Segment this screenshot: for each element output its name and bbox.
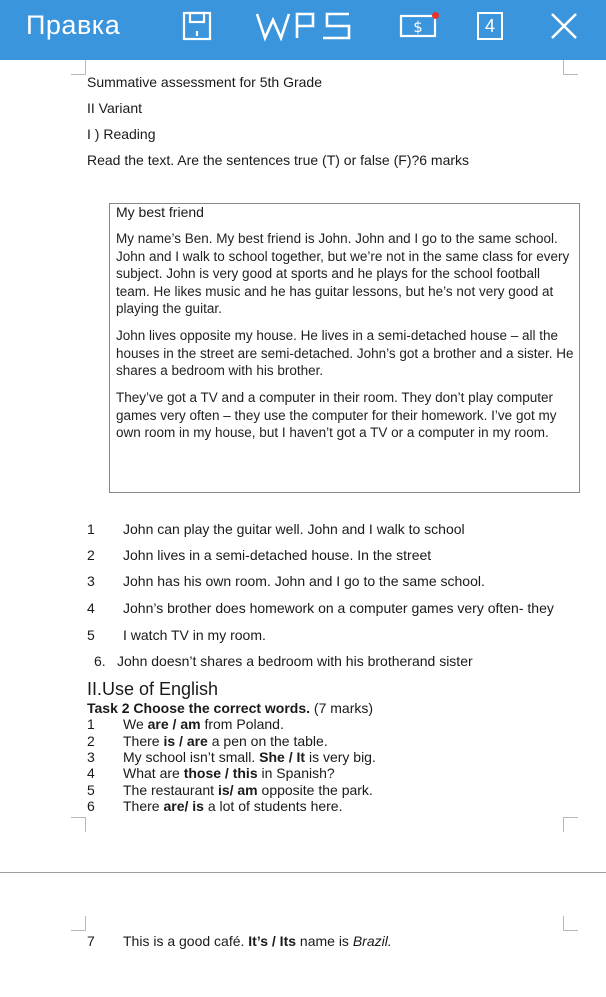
task-instructions — [87, 700, 373, 716]
task-item-choice: She / It — [259, 749, 306, 765]
margin-corner-top-right — [563, 916, 578, 931]
task-item-number: 4 — [87, 765, 95, 781]
task-item-text: This is a good café. — [123, 933, 249, 949]
task-item — [123, 933, 392, 949]
margin-corner-top-right — [563, 60, 578, 75]
task-item-choice: is / are — [163, 733, 208, 749]
top-toolbar — [0, 0, 606, 60]
statement-text: John doesn’t shares a bedroom with his brotherand sister — [117, 653, 473, 669]
reading-instructions: Read the text. Are the sentences true (T) or false (F)?6 marks — [87, 152, 470, 168]
task-item-text: What are — [123, 765, 184, 781]
task-item-choice: is/ am — [217, 782, 258, 798]
text-paragraph: My name’s Ben. My best friend is John. John and I go to the same school. John and I walk to school together, but we’re not in the same class for every subject. John is very good at sports and he plays for the school football team. He likes music and he has guitar lessons, but he’s not very good at playing the guitar. — [116, 231, 570, 316]
task-item-number: 1 — [87, 716, 95, 732]
statement-text: John can play the guitar well. John and I walk to school — [123, 521, 465, 537]
statement-number: 6. — [94, 653, 106, 669]
task-item — [123, 733, 328, 749]
text-paragraph: John lives opposite my house. He lives in a semi-detached house – all the houses in the street are semi-detached. John’s got a brother and a sister. He shares a bedroom with his brother. — [116, 328, 574, 378]
statement-text: John’s brother does homework on a computer games very often- they — [123, 600, 554, 616]
task-item — [123, 798, 342, 814]
task-item-number: 3 — [87, 749, 95, 765]
statement-number: 2 — [87, 547, 95, 563]
statement-text: John lives in a semi-detached house. In the street — [123, 547, 432, 563]
task-item-text: We — [123, 716, 148, 732]
statement-number: 5 — [87, 627, 95, 643]
task-item-choice: are/ is — [163, 798, 204, 814]
save-icon[interactable] — [181, 10, 213, 42]
statement-text: I watch TV in my room. — [123, 627, 266, 643]
task-item-text: There — [123, 798, 164, 814]
page-separator — [0, 872, 606, 873]
margin-corner-top-left — [71, 60, 86, 75]
tabs-count: 4 — [484, 16, 495, 36]
text-box-title: My best friend — [116, 204, 204, 220]
task-item-text: in Spanish? — [257, 765, 335, 781]
notification-dot — [432, 12, 439, 19]
task-item-choice: It’s / Its — [248, 933, 297, 949]
task-item-number: 6 — [87, 798, 95, 814]
task-item — [123, 749, 376, 765]
task-item-number: 5 — [87, 782, 95, 798]
margin-corner-top-left — [71, 916, 86, 931]
task-item-choice: those / this — [183, 765, 258, 781]
tabs-button[interactable] — [474, 10, 506, 42]
task-item-number: 7 — [87, 933, 95, 949]
section-use-of-english: II.Use of English — [87, 679, 219, 699]
task-item-text: a pen on the table. — [207, 733, 328, 749]
document-page[interactable] — [0, 60, 606, 997]
task-item-italic: Brazil. — [352, 933, 392, 949]
margin-corner-bottom-left — [71, 817, 86, 832]
doc-variant: II Variant — [87, 100, 142, 116]
task-item-text: a lot of students here. — [203, 798, 343, 814]
task-item-text: The restaurant — [123, 782, 218, 798]
wps-logo-icon[interactable] — [255, 10, 353, 42]
statement-text: John has his own room. John and I go to the same school. — [123, 573, 485, 589]
section-reading: I ) Reading — [87, 126, 156, 142]
task-item-text: opposite the park. — [257, 782, 373, 798]
task-item — [123, 716, 284, 732]
task-item-number: 2 — [87, 733, 95, 749]
task-item-text: is very big. — [305, 749, 376, 765]
margin-corner-bottom-right — [563, 817, 578, 832]
task-item-text: My school isn’t small. — [123, 749, 260, 765]
task-item — [123, 765, 335, 781]
text-box — [109, 203, 580, 493]
close-icon[interactable] — [548, 10, 580, 42]
task-item-text: name is — [296, 933, 353, 949]
svg-text:$: $ — [413, 18, 423, 36]
statement-number: 3 — [87, 573, 95, 589]
task-item — [123, 782, 373, 798]
task-title: Task 2 Choose the correct words. — [87, 700, 311, 716]
task-marks: (7 marks) — [310, 700, 374, 716]
task-item-text: from Poland. — [200, 716, 284, 732]
task-item-choice: are / am — [147, 716, 201, 732]
text-paragraph: They’ve got a TV and a computer in their room. They don’t play computer games very often – they use the computer for their homework. I’ve got my own room in my house, but I haven’t got a TV or a computer in my room. — [116, 390, 557, 440]
statement-number: 4 — [87, 600, 95, 616]
edit-menu-button[interactable]: Правка — [26, 10, 121, 40]
doc-title: Summative assessment for 5th Grade — [87, 74, 322, 90]
statement-number: 1 — [87, 521, 95, 537]
task-item-text: There — [123, 733, 164, 749]
